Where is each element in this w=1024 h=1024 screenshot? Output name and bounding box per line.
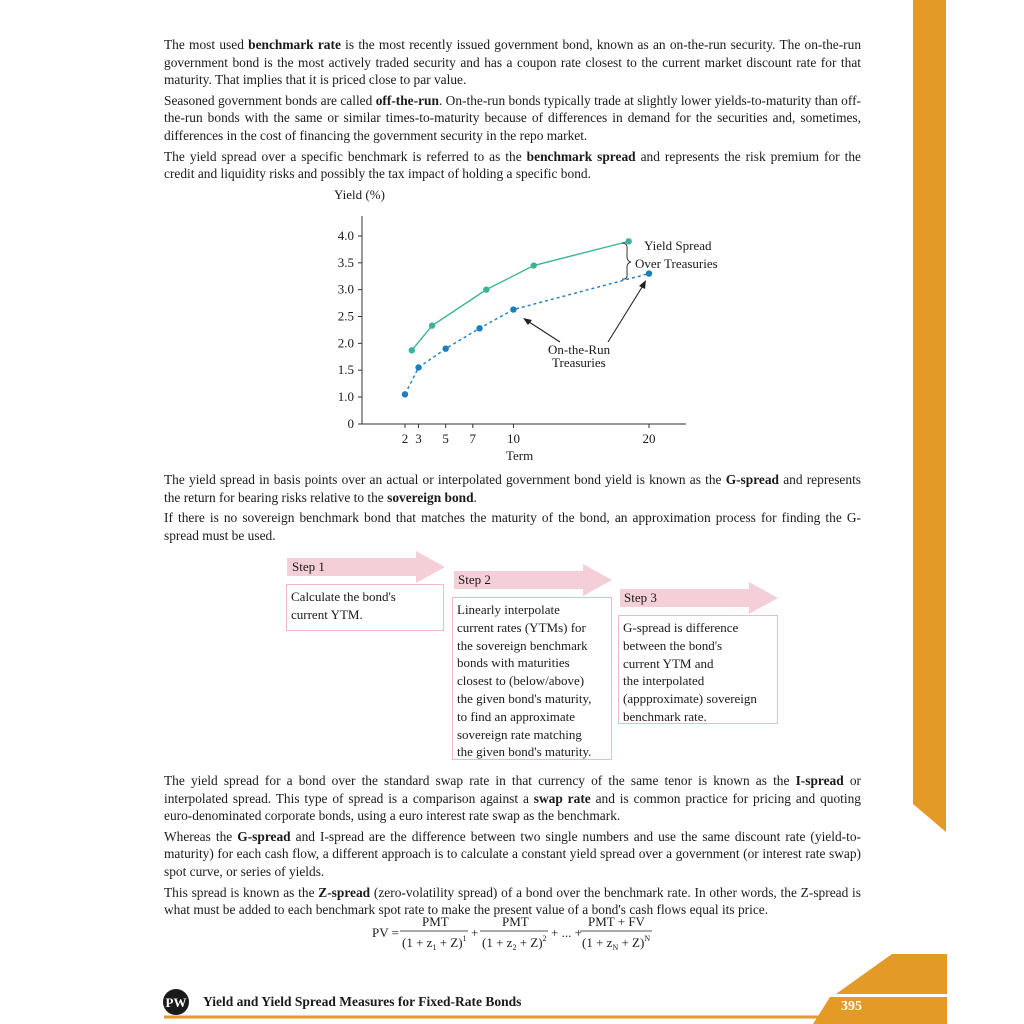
formula-den-2: $(1 + z_2 + Z)^2$	[482, 934, 547, 952]
paragraph-g-spread: The yield spread in basis points over an actual or interpolated government bond yield is known as the G-spread and represents the return for bearing risks relative to the sovereign bond.	[164, 472, 861, 505]
step-3-line: (appproximate) sovereign	[623, 691, 757, 707]
spread-text	[164, 772, 861, 922]
formula-den-3: $(1 + z_N + Z)^N$	[582, 934, 651, 952]
y-tick-label: 0	[347, 416, 354, 431]
annotation-on-the-run-1: On-the-Run	[548, 342, 611, 357]
y-tick-label: 3.5	[337, 254, 354, 270]
formula-den-1: $(1 + z_1 + Z)^1$	[402, 934, 467, 952]
page-number: 395	[841, 999, 862, 1014]
step-3-line: benchmark rate.	[623, 708, 707, 724]
step-3-line: between the bond's	[623, 637, 723, 653]
x-tick-label: 2	[401, 431, 409, 446]
annotation-yield-spread-1: Yield Spread	[644, 238, 712, 253]
step-2-line: the given bond's maturity,	[457, 690, 592, 706]
step-2-line: current rates (YTMs) for	[457, 619, 586, 635]
x-tick-label: 5	[442, 431, 449, 446]
pv-formula	[360, 912, 660, 956]
y-tick-label: 4.0	[337, 228, 354, 243]
paragraph-benchmark-rate: The most used benchmark rate is the most recently issued government bond, known as an on-the-run security. The on-the-run government bond is the most actively traded security and has a coupon rate closest to the current market discount rate for that maturity. That implies that it is priced close to par value.	[164, 37, 862, 88]
step-2-line: to find an approximate	[457, 708, 576, 724]
formula-plus: +	[471, 925, 479, 940]
formula-num-3: PMT + FV	[588, 914, 645, 929]
x-tick-label: 7	[469, 431, 477, 446]
paragraph-benchmark-spread: The yield spread over a specific benchmark is referred to as the benchmark spread and represents the risk premium for the credit and liquidity risks and possibly the tax impact of holding a specific bond.	[164, 148, 861, 182]
annotation-yield-spread-2: Over Treasuries	[635, 256, 718, 271]
x-tick-label: 3	[415, 431, 422, 446]
x-axis-label: Term	[506, 448, 534, 463]
step-3-line: the interpolated	[623, 673, 705, 689]
y-tick-label: 3.0	[337, 281, 354, 297]
paragraph-off-the-run: Seasoned government bonds are called off-the-run. On-the-run bonds typically trade at slightly lower yields-to-maturity than off-the-run bonds with the same or similar times-to-maturity because of differences in demand for the securities and, sometimes, differences in the cost of financing the government security in the repo market.	[164, 92, 861, 143]
step-2-line: the sovereign benchmark	[457, 637, 588, 653]
y-tick-label: 1.5	[337, 362, 354, 378]
paragraph-approximation: If there is no sovereign benchmark bond that matches the maturity of the bond, an approximation process for finding the G-spread must be used.	[164, 510, 861, 543]
y-tick-label: 2.0	[337, 335, 354, 351]
step-2-line: the given bond's maturity.	[457, 744, 592, 760]
x-tick-label: 20	[642, 431, 656, 446]
step-1-line: current YTM.	[291, 606, 363, 622]
paragraph-i-spread: The yield spread for a bond over the standard swap rate in that currency of the same tenor is known as the I-spread or interpolated spread. This type of spread is a comparison against a swap rate and is common practice for pricing and quoting euro-denominated corporate bonds, using a euro interest rate swap as the benchmark.	[164, 773, 861, 824]
y-tick-label: 1.0	[337, 389, 354, 404]
formula-dots: + ... +	[551, 925, 582, 940]
annotation-on-the-run-2: Treasuries	[552, 355, 606, 370]
formula-num-2: PMT	[502, 914, 529, 929]
paragraph-z-spread: This spread is known as the Z-spread (zero-volatility spread) of a bond over the benchmark rate. In other words, the Z-spread is what must be added to each benchmark spot rate to make the present value of a bond's cash flows equal its price.	[164, 884, 861, 918]
step-3-label: Step 3	[624, 590, 657, 605]
x-tick-label: 10	[506, 431, 520, 446]
step-2-line: closest to (below/above)	[457, 673, 585, 689]
step-2-label: Step 2	[458, 572, 491, 587]
formula-num-1: PMT	[422, 914, 449, 929]
step-2-line: sovereign rate matching	[457, 726, 582, 742]
step-2-line: Linearly interpolate	[457, 602, 560, 617]
step-1-line: Calculate the bond's	[291, 589, 396, 604]
y-tick-label: 2.5	[337, 308, 354, 324]
pw-logo-icon	[162, 988, 190, 1016]
step-3-box	[618, 615, 778, 724]
step-3-line: current YTM and	[623, 655, 714, 671]
step-2-line: bonds with maturities	[457, 655, 570, 671]
paragraph-g-and-i-spread: Whereas the G-spread and I-spread are the difference between two single numbers and use the same discount rate (yield-to-maturity) for each cash flow, a different approach is to calculate a constant yield spread over a government (or interest rate swap) spot curve, or series of yields.	[164, 828, 862, 879]
footer-chapter-title: Yield and Yield Spread Measures for Fixed-Rate Bonds	[203, 994, 522, 1009]
step-3-line: G-spread is difference	[623, 620, 739, 635]
svg-text:PW: PW	[165, 995, 187, 1010]
y-axis-label: Yield (%)	[334, 187, 385, 202]
step-2-box	[452, 597, 612, 760]
step-1-box	[286, 584, 444, 631]
formula-lhs: PV =	[372, 925, 399, 940]
step-1-label: Step 1	[292, 559, 325, 574]
